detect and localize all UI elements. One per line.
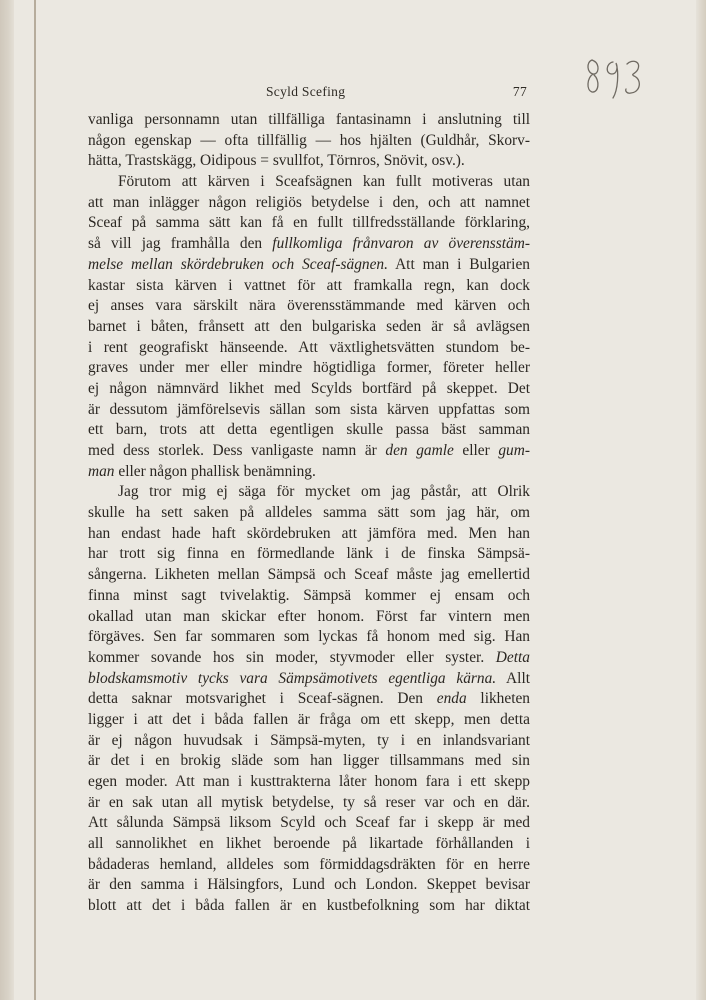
text-segment: vanliga personnamn utan tillfälliga fantasinamn i anslutning till bbox=[88, 111, 530, 128]
text-line bbox=[88, 751, 530, 772]
italic-segment: man bbox=[88, 462, 115, 480]
text-segment: skulle ha sett saken på alldeles samma sätt som jag här, om bbox=[88, 504, 530, 522]
text-line bbox=[88, 379, 530, 400]
text-line bbox=[88, 565, 530, 586]
text-segment: okallad utan man skickar efter honom. Först far vintern men bbox=[88, 607, 530, 625]
text-segment: ej anses vara särskilt nära överensstämmande med kärven och bbox=[88, 297, 530, 315]
running-header bbox=[88, 84, 530, 104]
page-number: 77 bbox=[512, 84, 527, 99]
text-segment: i rent geografiskt hänseende. Att växtlighetsvätten stundom be- bbox=[88, 338, 530, 356]
text-segment: egen moder. Att man i kusttrakterna låter honom fara i ett skepp bbox=[88, 773, 530, 790]
text-segment: Allt bbox=[496, 669, 530, 687]
text-line bbox=[88, 276, 530, 297]
text-line bbox=[88, 213, 530, 234]
text-line bbox=[88, 338, 530, 359]
italic-segment: Detta bbox=[495, 648, 530, 666]
text-segment: Förutom att kärven i Sceafsägnen kan fullt motiveras utan bbox=[118, 173, 530, 191]
body-text bbox=[88, 110, 530, 917]
italic-segment: enda bbox=[436, 690, 467, 708]
italic-segment: gum- bbox=[498, 442, 530, 459]
text-line bbox=[88, 896, 530, 917]
text-line bbox=[88, 648, 530, 669]
text-line bbox=[88, 462, 530, 483]
text-line bbox=[88, 296, 530, 317]
text-line bbox=[88, 586, 530, 607]
text-line bbox=[88, 689, 530, 710]
text-segment: kommer sovande hos sin moder, styvmoder eller syster. bbox=[88, 648, 496, 666]
text-segment: detta saknar motsvarighet i Sceaf-sägnen. Den bbox=[88, 690, 437, 708]
text-segment: han endast hade haft skördebruken att jämföra med. Men han bbox=[88, 524, 530, 542]
pencil-annotation bbox=[583, 52, 653, 104]
text-line bbox=[88, 441, 530, 462]
text-line bbox=[88, 420, 530, 441]
italic-segment: melse mellan skördebruken och Sceaf-sägnen. bbox=[88, 255, 388, 273]
text-segment: är dessutom jämförelsevis sällan som sista kärven uppfattas som bbox=[88, 400, 530, 418]
text-line bbox=[88, 524, 530, 545]
text-line bbox=[88, 317, 530, 338]
text-line bbox=[88, 503, 530, 524]
text-segment: är ej någon huvudsak i Sämpsä-myten, ty i en inlandsvariant bbox=[88, 731, 530, 749]
text-segment: blott att det i båda fallen är en kustbefolkning som har diktat bbox=[88, 897, 530, 915]
text-segment: Att sålunda Sämpsä liksom Scyld och Sceaf far i skepp är med bbox=[88, 814, 530, 832]
text-segment: finna minst sagt tvivelaktig. Sämpsä kommer ej ensam och bbox=[88, 586, 530, 604]
text-segment: barnet i båten, frånsett att den bulgariska seden är så avlägsen bbox=[88, 317, 530, 335]
text-segment: Att man i Bulgarien bbox=[387, 255, 530, 273]
text-line bbox=[88, 193, 530, 214]
italic-segment: blodskamsmotiv tycks vara Sämpsämotivets egentliga kärna. bbox=[88, 669, 497, 687]
text-segment: ej någon nämnvärd likhet med Scylds bortfärd på skeppet. Det bbox=[88, 379, 530, 397]
text-line bbox=[88, 131, 530, 152]
text-line bbox=[88, 110, 530, 131]
text-segment: bådaderas hemland, alldeles som förmiddagsdräkten för en herre bbox=[88, 855, 530, 873]
text-line bbox=[88, 813, 530, 834]
text-segment: ligger i att det i båda fallen är fråga om ett skepp, men detta bbox=[88, 710, 530, 728]
text-line bbox=[88, 834, 530, 855]
text-segment: eller bbox=[453, 442, 499, 459]
text-segment: är det i en brokig släde som han ligger tillsammans med sin bbox=[88, 752, 530, 770]
text-segment: likheten bbox=[466, 690, 530, 708]
text-line bbox=[88, 772, 530, 793]
text-segment: är en sak utan all mytisk betydelse, ty så reser var och en där. bbox=[88, 793, 530, 811]
text-line bbox=[88, 669, 530, 690]
text-line bbox=[88, 234, 530, 255]
text-segment: Jag tror mig ej säga för mycket om jag påstår, att Olrik bbox=[118, 483, 530, 501]
text-line bbox=[88, 172, 530, 193]
text-line bbox=[88, 544, 530, 565]
text-line bbox=[88, 710, 530, 731]
text-segment: är den samma i Hälsingfors, Lund och London. Skeppet bevisar bbox=[88, 876, 530, 894]
text-segment: att man inlägger någon religiös betydelse i den, och att namnet bbox=[88, 193, 530, 211]
text-segment: sångerna. Likheten mellan Sämpsä och Sceaf måste jag emellertid bbox=[88, 566, 530, 584]
text-segment: Sceaf på samma sätt kan få en fullt tillfredsställande förklaring, bbox=[88, 214, 530, 232]
text-line bbox=[88, 151, 530, 172]
text-line bbox=[88, 793, 530, 814]
text-line bbox=[88, 731, 530, 752]
text-line bbox=[88, 358, 530, 379]
text-segment: hätta, Trastskägg, Oidipous = svullfot, Törnros, Snövit, osv.). bbox=[88, 152, 465, 170]
text-segment: med dess storlek. Dess vanligaste namn är bbox=[88, 442, 386, 459]
text-segment: så vill jag framhålla den bbox=[88, 235, 273, 253]
text-line bbox=[88, 855, 530, 876]
text-segment: förgäves. Sen far sommaren som lyckas få honom med sig. Han bbox=[88, 628, 530, 646]
page-gutter-shadow bbox=[34, 0, 36, 1000]
text-segment: graves under mer eller mindre högtidliga former, företer heller bbox=[88, 359, 530, 377]
italic-segment: den gamle bbox=[385, 442, 454, 459]
italic-segment: fullkomliga frånvaron av överensstäm- bbox=[272, 235, 530, 253]
text-line bbox=[88, 627, 530, 648]
text-line bbox=[88, 400, 530, 421]
running-title: Scyld Scefing bbox=[266, 84, 346, 99]
text-line bbox=[88, 255, 530, 276]
text-line bbox=[88, 875, 530, 896]
text-segment: har trott sig finna en förmedlande länk i de finska Sämpsä- bbox=[88, 545, 530, 563]
text-line bbox=[88, 482, 530, 503]
text-segment: eller någon phallisk benämning. bbox=[114, 462, 316, 480]
text-line bbox=[88, 607, 530, 628]
page-right-edge bbox=[696, 0, 706, 1000]
text-segment: ett barn, trots att detta egentligen skulle passa bäst samman bbox=[88, 421, 530, 439]
text-segment: all sannolikhet en likhet beroende på likartade förhållanden i bbox=[88, 835, 530, 853]
scan-edge bbox=[0, 0, 14, 1000]
text-segment: kastar sista kärven i vattnet för att framkalla regn, kan dock bbox=[88, 276, 530, 294]
text-segment: någon egenskap — ofta tillfällig — hos hjälten (Guldhår, Skorv- bbox=[88, 131, 530, 149]
